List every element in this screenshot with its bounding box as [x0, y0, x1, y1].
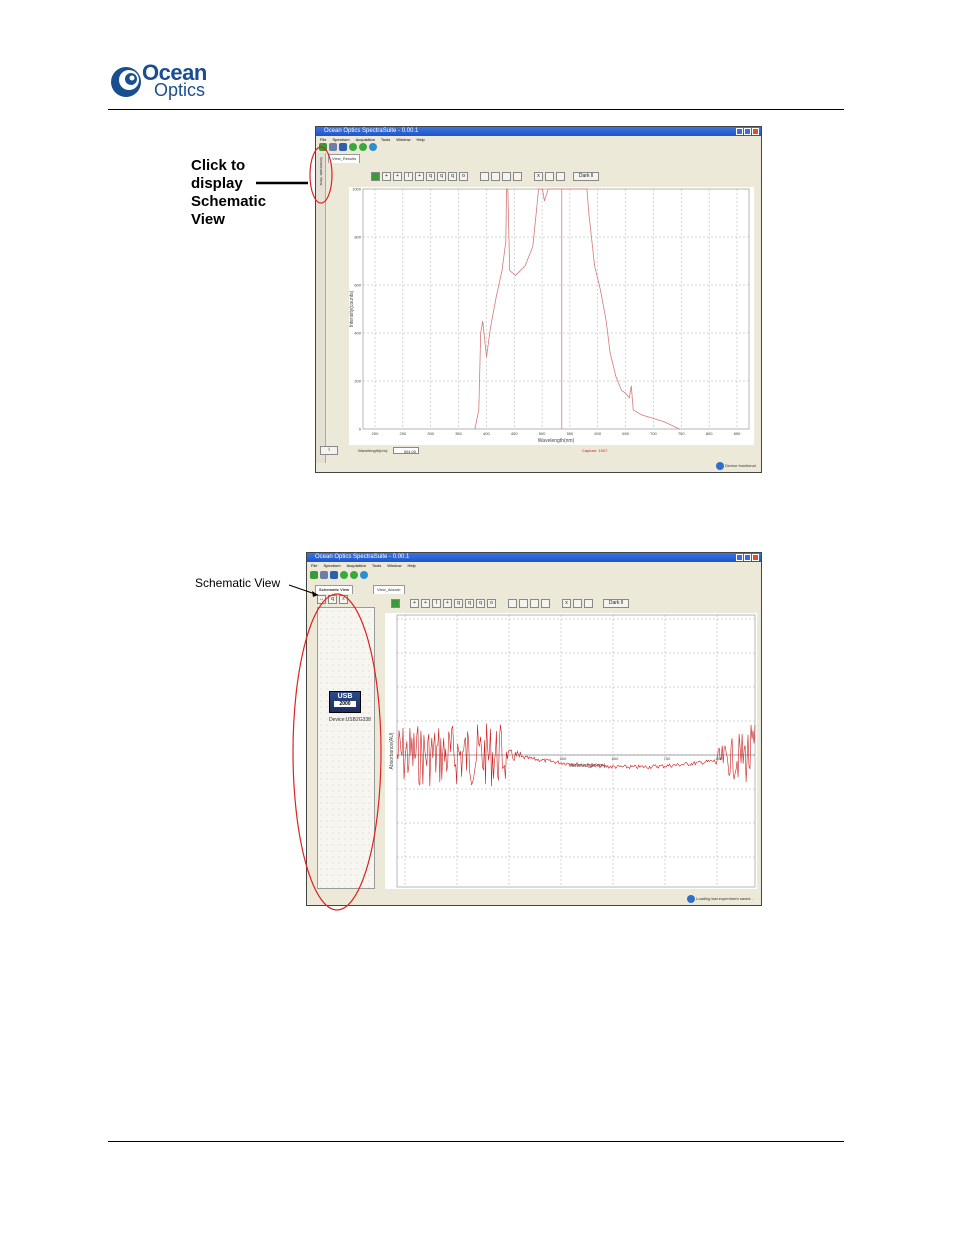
- callout-line-1: Click to: [191, 157, 246, 174]
- x-tick-label: 250: [399, 431, 407, 436]
- dark-button[interactable]: Dark ll: [573, 172, 599, 181]
- capture-status: Capture: 1007: [582, 448, 608, 453]
- zoom-y-icon[interactable]: q: [437, 172, 446, 181]
- menu-bar: [316, 136, 761, 143]
- export-icon[interactable]: [541, 599, 550, 608]
- menu-help[interactable]: Help: [416, 137, 425, 142]
- footer-rule: [108, 1141, 844, 1142]
- x-tick-label: 700: [663, 756, 671, 761]
- maximize-icon[interactable]: [744, 128, 751, 135]
- zoom-box-icon[interactable]: q: [448, 172, 457, 181]
- callout-line-2: display: [191, 175, 243, 192]
- overlay-icon[interactable]: [545, 172, 554, 181]
- callout-line-3: Schematic: [191, 193, 267, 210]
- zoom-box-icon[interactable]: q: [476, 599, 485, 608]
- window-title: Ocean Optics SpectraSuite - 0.00.1: [315, 554, 410, 560]
- y-tick-label: 400: [354, 330, 361, 336]
- x-tick-label: 500: [538, 431, 546, 436]
- tab-schematic-view[interactable]: Schematic View: [315, 585, 353, 594]
- logo-text-optics: Optics: [154, 80, 206, 100]
- settings-icon[interactable]: x: [562, 599, 571, 608]
- copy-icon[interactable]: [491, 172, 500, 181]
- schematic-toolbar: [317, 594, 348, 605]
- print-icon[interactable]: [530, 599, 539, 608]
- x-tick-label: 650: [622, 431, 629, 436]
- globe-icon[interactable]: [369, 143, 377, 151]
- quick-icons: [319, 143, 377, 152]
- graph-toolbar: [391, 598, 629, 609]
- graph-icon[interactable]: [330, 571, 338, 579]
- save-icon[interactable]: [320, 571, 328, 579]
- plot-area: [363, 189, 749, 429]
- minimize-icon[interactable]: [736, 554, 743, 561]
- x-axis-label: Wavelength(nm): [568, 763, 606, 769]
- x-tick-label: 500: [559, 756, 567, 761]
- tab-view-absorb[interactable]: View_Absorb: [373, 585, 405, 594]
- menu-file[interactable]: File: [311, 563, 318, 568]
- y-axis-label: Intensity(counts): [349, 290, 355, 328]
- menu-window[interactable]: Window: [387, 563, 402, 568]
- tab-bar: [373, 585, 753, 593]
- wavelength-input[interactable]: 504.00: [393, 447, 419, 454]
- window-titlebar: [307, 553, 761, 562]
- menu-acquisition[interactable]: Acquisition: [355, 137, 375, 142]
- callout-schematic-toggle: [191, 157, 266, 229]
- menu-spectrum[interactable]: Spectrum: [323, 563, 341, 568]
- usb2000-device-icon[interactable]: [329, 691, 361, 713]
- pan-icon[interactable]: +: [443, 599, 452, 608]
- x-tick-label: 850: [733, 431, 741, 436]
- cursor-icon[interactable]: I: [432, 599, 441, 608]
- copy-icon[interactable]: [519, 599, 528, 608]
- scope-mode-button[interactable]: [371, 172, 380, 181]
- intensity-chart: [349, 187, 754, 445]
- callout-line-4: View: [191, 211, 225, 228]
- play-icon[interactable]: [349, 143, 357, 151]
- device-status-text: Device functional: [725, 463, 756, 468]
- hand-icon[interactable]: o: [487, 599, 496, 608]
- quick-icons: [310, 571, 368, 580]
- peak-icon[interactable]: [584, 599, 593, 608]
- maximize-icon[interactable]: [744, 554, 751, 561]
- refresh-icon[interactable]: [310, 571, 318, 579]
- dark-button[interactable]: Dark ll: [603, 599, 629, 608]
- refresh-icon[interactable]: [319, 143, 327, 151]
- y-tick-label: 800: [354, 234, 361, 240]
- device-label: Device:USB2G338: [329, 717, 371, 723]
- zoom-x-icon[interactable]: q: [426, 172, 435, 181]
- x-tick-label: 300: [427, 431, 435, 436]
- device-status-icon: [716, 462, 724, 470]
- panel-tab-bar: [315, 585, 375, 593]
- callout-schematic-view: Schematic View: [195, 576, 281, 590]
- schematic-view-toggle[interactable]: [316, 153, 326, 463]
- export-icon[interactable]: [513, 172, 522, 181]
- save-icon[interactable]: [329, 143, 337, 151]
- zoom-out-icon[interactable]: +: [421, 599, 430, 608]
- x-tick-label: 450: [510, 431, 518, 436]
- y-tick-label: 0: [358, 426, 361, 432]
- play-icon[interactable]: [340, 571, 348, 579]
- pan-icon[interactable]: +: [415, 172, 424, 181]
- zoom-x-icon[interactable]: q: [454, 599, 463, 608]
- x-tick-label: 600: [611, 756, 619, 761]
- save-spectrum-icon[interactable]: [480, 172, 489, 181]
- schematic-view-toggle-label: Schematic View: [319, 157, 324, 186]
- graph-toolbar: [371, 171, 599, 182]
- graph-icon[interactable]: [339, 143, 347, 151]
- status-info-icon: [687, 895, 695, 903]
- globe-icon[interactable]: [360, 571, 368, 579]
- menu-help[interactable]: Help: [407, 563, 416, 568]
- menu-window[interactable]: Window: [396, 137, 411, 142]
- screenshot-schematic-view: [306, 552, 762, 906]
- ocean-optics-logo: [108, 58, 238, 106]
- x-tick-label: 400: [483, 431, 490, 436]
- tab-bar: [328, 154, 758, 162]
- status-bar: [320, 445, 760, 457]
- menu-tools[interactable]: Tools: [371, 563, 382, 568]
- window-title: Ocean Optics SpectraSuite - 0.00.1: [324, 128, 419, 134]
- screenshot-graph-view: [315, 126, 762, 473]
- device-badge-line1: USB: [337, 693, 353, 700]
- peak-icon[interactable]: [556, 172, 565, 181]
- wavelength-label: Wavelength(nm):: [358, 448, 389, 453]
- status-bar: [687, 893, 762, 905]
- minimize-icon[interactable]: [736, 128, 743, 135]
- x-tick-label: 350: [455, 431, 462, 436]
- x-tick-label: 700: [650, 431, 657, 436]
- x-axis-label: Wavelength(nm): [537, 438, 575, 444]
- y-axis-label: Absorbance(AU): [389, 732, 395, 770]
- x-tick-label: 800: [715, 756, 723, 761]
- absorbance-chart: [385, 613, 757, 889]
- menu-acquisition[interactable]: Acquisition: [346, 563, 366, 568]
- y-tick-label: 1000: [352, 187, 361, 192]
- schematic-panel[interactable]: [317, 607, 375, 889]
- zoom-in-icon[interactable]: +: [382, 172, 391, 181]
- settings-icon[interactable]: x: [534, 172, 543, 181]
- logo-text-ocean: Ocean: [142, 60, 207, 85]
- menu-file[interactable]: File: [320, 137, 327, 142]
- x-tick-label: 200: [371, 431, 379, 436]
- scope-mode-button[interactable]: [391, 599, 400, 608]
- overlay-icon[interactable]: [573, 599, 582, 608]
- zoom-in-icon[interactable]: +: [410, 599, 419, 608]
- y-tick-label: 600: [354, 282, 361, 288]
- cursor-icon[interactable]: I: [404, 172, 413, 181]
- device-badge-line2: 2000: [334, 701, 356, 707]
- schematic-delete-icon[interactable]: x: [339, 595, 348, 604]
- tab-view-results[interactable]: View_Results: [328, 154, 360, 163]
- menu-tools[interactable]: Tools: [380, 137, 391, 142]
- hand-icon[interactable]: o: [459, 172, 468, 181]
- info-button[interactable]: i: [320, 446, 338, 455]
- menu-spectrum[interactable]: Spectrum: [332, 137, 350, 142]
- stop-icon[interactable]: [359, 143, 367, 151]
- zoom-y-icon[interactable]: q: [465, 599, 474, 608]
- y-tick-label: 200: [354, 378, 361, 384]
- stop-icon[interactable]: [350, 571, 358, 579]
- menu-bar: [307, 562, 761, 569]
- status-text: Loading last experiment saved...: [696, 896, 754, 901]
- x-tick-label: 800: [705, 431, 713, 436]
- close-icon[interactable]: [752, 554, 759, 561]
- header-rule: [108, 109, 844, 110]
- schematic-zoom-icon[interactable]: q: [328, 595, 337, 604]
- x-tick-label: 750: [677, 431, 685, 436]
- device-status: [716, 460, 761, 472]
- fit-icon[interactable]: ↔: [319, 596, 324, 602]
- close-icon[interactable]: [752, 128, 759, 135]
- zoom-out-icon[interactable]: +: [393, 172, 402, 181]
- print-icon[interactable]: [502, 172, 511, 181]
- save-spectrum-icon[interactable]: [508, 599, 517, 608]
- x-tick-label: 600: [594, 431, 602, 436]
- window-titlebar: [316, 127, 761, 136]
- x-tick-label: 550: [566, 431, 574, 436]
